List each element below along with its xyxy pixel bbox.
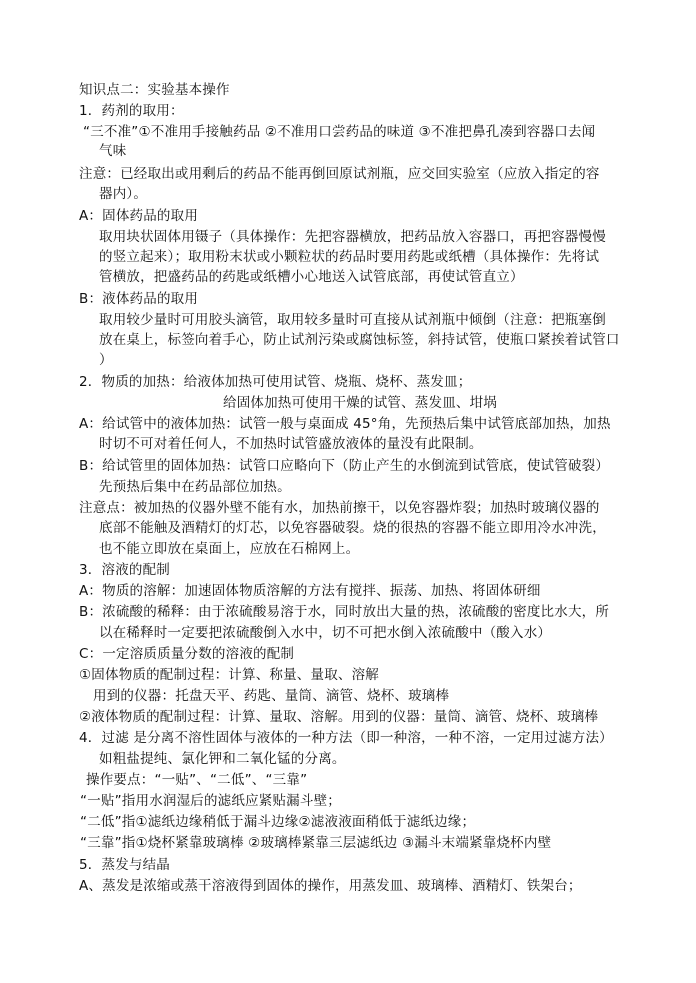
text-line: 放在桌上，标签向着手心，防止试剂污染或腐蚀标签，斜持试管，使瓶口紧挨着试管口 [99, 332, 620, 348]
text-line: 先预热后集中在药品部位加热。 [99, 479, 291, 495]
text-line: 如粗盐提纯、氯化钾和二氧化锰的分离。 [99, 751, 346, 767]
text-line: 5．蒸发与结晶 [79, 857, 170, 873]
text-line: “三不准”①不准用手接触药品 ②不准用口尝药品的味道 ③不准把鼻孔凑到容器口去闻 [83, 124, 596, 140]
text-line: 气味 [99, 143, 127, 159]
text-line: 3．溶液的配制 [79, 562, 170, 578]
text-line: B：给试管里的固体加热：试管口应略向下（防止产生的水倒流到试管底，使试管破裂） [79, 458, 610, 474]
text-line: 取用块状固体用镊子（具体操作：先把容器横放，把药品放入容器口，再把容器慢慢 [99, 229, 606, 245]
section-heading: 知识点二：实验基本操作 [79, 82, 230, 98]
text-line: A、蒸发是浓缩或蒸干溶液得到固体的操作，用蒸发皿、玻璃棒、酒精灯、铁架台； [79, 878, 582, 894]
text-line: ①固体物质的配制过程：计算、称量、量取、溶解 [79, 667, 380, 683]
text-line: 注意：已经取出或用剩后的药品不能再倒回原试剂瓶，应交回实验室（应放入指定的容 [79, 166, 600, 182]
text-line: “二低”指①滤纸边缘稍低于漏斗边缘②滤液液面稍低于滤纸边缘； [80, 814, 476, 830]
text-line: 以在稀释时一定要把浓硫酸倒入水中，切不可把水倒入浓硫酸中（酸入水） [99, 625, 552, 641]
text-line: B：液体药品的取用 [79, 291, 199, 307]
text-line: 4．过滤 是分离不溶性固体与液体的一种方法（即一种溶，一种不溶，一定用过滤方法） [79, 730, 613, 746]
text-line: 2．物质的加热：给液体加热可使用试管、烧瓶、烧杯、蒸发皿； [79, 374, 472, 390]
text-line: 时切不可对着任何人，不加热时试管盛放液体的量没有此限制。 [99, 436, 483, 452]
text-line: 用到的仪器：托盘天平、药匙、量筒、滴管、烧杯、玻璃棒 [93, 688, 450, 704]
text-line: “三靠”指①烧杯紧靠玻璃棒 ②玻璃棒紧靠三层滤纸边 ③漏斗末端紧靠烧杯内壁 [80, 835, 552, 851]
text-line: 也不能立即放在桌面上，应放在石棉网上。 [99, 541, 360, 557]
text-line: A：固体药品的取用 [79, 208, 199, 224]
text-line: 注意点：被加热的仪器外壁不能有水，加热前擦干，以免容器炸裂；加热时玻璃仪器的 [79, 500, 600, 516]
text-line: ②液体物质的配制过程：计算、量取、溶解。用到的仪器：量筒、滴管、烧杯、玻璃棒 [79, 709, 599, 725]
text-line: 操作要点：“一贴”、“二低”、“三靠” [86, 772, 308, 788]
text-line: 管横放，把盛药品的药匙或纸槽小心地送入试管底部，再使试管直立） [99, 269, 524, 285]
text-line: 给固体加热可使用干燥的试管、蒸发皿、坩埚 [223, 395, 497, 411]
text-line: 1．药剂的取用： [79, 103, 184, 119]
text-line: A：给试管中的液体加热：试管一般与桌面成 45°角，先预热后集中试管底部加热，加热 [79, 416, 611, 432]
text-line: C：一定溶质质量分数的溶液的配制 [79, 646, 295, 662]
text-line: ） [99, 352, 113, 368]
text-line: “一贴”指用水润湿后的滤纸应紧贴漏斗壁； [80, 793, 341, 809]
text-line: 器内）。 [99, 186, 148, 202]
text-line: 取用较少量时可用胶头滴管，取用较多量时可直接从试剂瓶中倾倒（注意：把瓶塞倒 [99, 312, 606, 328]
text-line: 的竖立起来）；取用粉末状或小颗粒状的药品时要用药匙或纸槽（具体操作：先将试 [99, 249, 600, 265]
text-line: A：物质的溶解：加速固体物质溶解的方法有搅拌、振荡、加热、将固体研细 [79, 583, 541, 599]
text-line: B：浓硫酸的稀释：由于浓硫酸易溶于水，同时放出大量的热，浓硫酸的密度比水大，所 [79, 604, 610, 620]
text-line: 底部不能触及酒精灯的灯芯，以免容器破裂。烧的很热的容器不能立即用冷水冲洗， [99, 520, 606, 536]
